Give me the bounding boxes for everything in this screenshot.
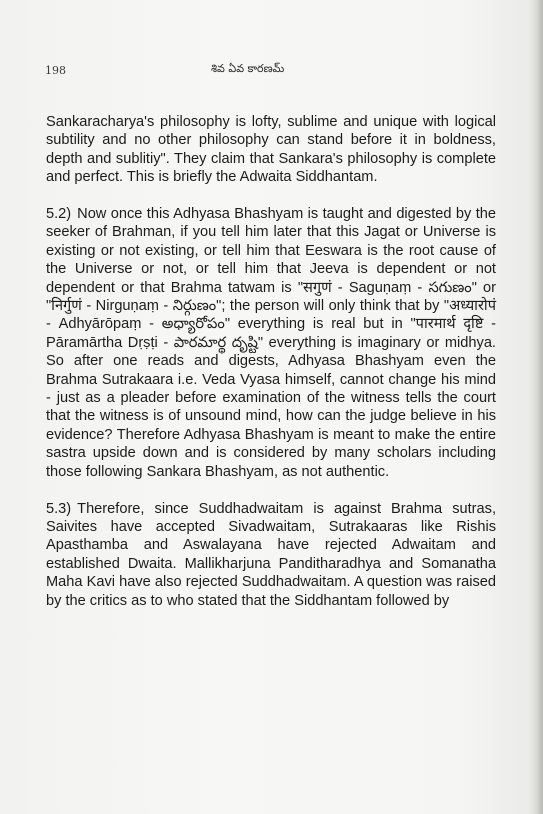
section-number-5-2: 5.2) (46, 206, 72, 223)
body-text (46, 113, 496, 628)
page-number: 198 (45, 64, 66, 77)
page-edge-shadow (529, 0, 543, 814)
page-header (45, 60, 485, 80)
paragraph-5-3-text: Therefore, since Suddhadwaitam is against Brahma sutras, Saivites have accepted Sivadwaitam, Sutrakaaras like Rishis Apasthamba and Aswalayana have rejected Adwaitam and established Dwaita. Mallikharjuna Panditharadhya and Somanatha Maha Kavi have also rejected Suddhadwaitam. A question was raised by the critics as to who stated that the Siddhantam followed by (46, 500, 496, 609)
paragraph-5-3 (46, 500, 496, 610)
section-number-5-3: 5.3) (46, 500, 72, 517)
paragraph-5-2-text: Now once this Adhyasa Bhashyam is taught and digested by the seeker of Brahman, if you tell him later that this Jagat or Universe is existing or not existing, or tell him that Eeswara is the root cause of the Universe or not, or tell him that Jeeva is dependent or not dependent or that Brahma tatwam is "सगुणं - Saguṇaṃ - సగుణం" or "निर्गुणं - Nirguṇaṃ - నిర్గుణం"; the person will only think that by "अध्यारोपं - Adhyārōpaṃ - అధ్యారోపం" everything is real but in "पारमार्थ दृष्टि - Pāramārtha Dṛṣṭi - పారమార్థ దృష్టి" everything is imaginary or midhya. So after one reads and digests, Adhyasa Bhashyam even the Brahma Sutrakaara i.e. Veda Vyasa himself, cannot change his mind - just as a pleader before examination of the witness tells the court that the witness is of unsound mind, how can the judge believe in his evidence? Therefore Adhyasa Bhashyam is meant to make the entire sastra upside down and is considered by many scholars including those following Sankara Bhashyam, as not authentic. (46, 206, 496, 480)
running-head: శివ ఏవ కారణమ్ (211, 62, 285, 75)
paragraph-5-2 (46, 205, 496, 481)
paragraph-1: Sankaracharya's philosophy is lofty, sublime and unique with logical subtility and no other philosophy can stand before it in boldness, depth and sublitiy". They claim that Sankara's philosophy is complete and perfect. This is briefly the Adwaita Siddhantam. (46, 114, 496, 186)
